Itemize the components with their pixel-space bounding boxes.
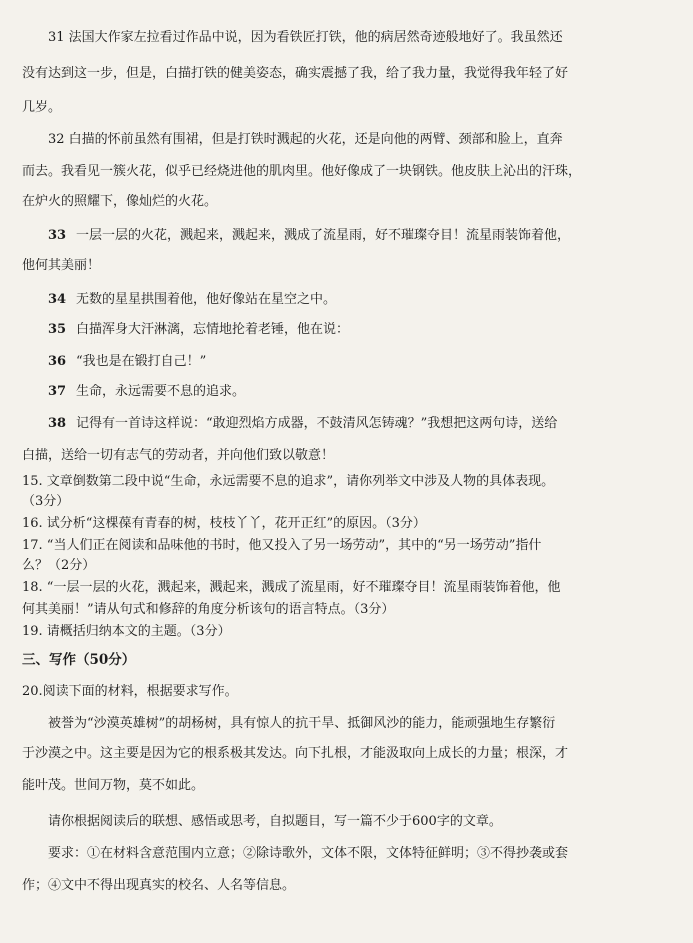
para-32-line-3: 在炉火的照耀下，像灿烂的火花。 — [22, 194, 218, 209]
question-19: 19. 请概括归纳本文的主题。（3分） — [22, 624, 231, 639]
material-line-3: 能叶茂。世间万物，莫不如此。 — [22, 778, 205, 793]
para-number: 38 — [48, 416, 67, 431]
question-15-line-2: （3分） — [22, 494, 70, 509]
question-15-line-1: 15. 文章倒数第二段中说“生命，永远需要不息的追求”，请你列举文中涉及人物的具体表现。 — [22, 474, 555, 489]
para-text: 无数的星星拱围着他，他好像站在星空之中。 — [76, 292, 337, 307]
question-18-line-2: 何其美丽！”请从句式和修辞的角度分析该句的语言特点。（3分） — [22, 602, 395, 617]
underlined-text: 他何其美丽！ — [22, 258, 101, 273]
question-20: 20.阅读下面的材料，根据要求写作。 — [22, 684, 238, 699]
para-33-line-2 — [22, 258, 675, 274]
material-line-2: 于沙漠之中。这主要是因为它的根系极其发达。向下扎根，才能汲取向上成长的力量；根深，才 — [22, 746, 569, 761]
para-38-line-2: 白描，送给一切有志气的劳动者，并向他们致以敬意！ — [22, 448, 335, 463]
para-35 — [48, 322, 675, 338]
para-number: 33 — [48, 228, 67, 243]
para-31-line-2: 没有达到这一步，但是，白描打铁的健美姿态，确实震撼了我，给了我力量，我觉得我年轻了好 — [22, 66, 569, 81]
para-32-line-2: 而去。我看见一簇火花，似乎已经烧进他的肌肉里。他好像成了一块钢铁。他皮肤上沁出的汗珠， — [22, 164, 582, 179]
question-18-line-1: 18. “一层一层的火花，溅起来，溅起来，溅成了流星雨，好不璀璨夺目！流星雨装饰着他，他 — [22, 580, 561, 595]
underlined-text: 生命，永远需要不息的追求。 — [76, 384, 246, 399]
para-number: 35 — [48, 322, 67, 337]
para-37 — [48, 384, 675, 400]
material-line-1: 被誉为“沙漠英雄树”的胡杨树，具有惊人的抗干旱、抵御风沙的能力，能顽强地生存繁衍 — [48, 716, 556, 731]
para-number: 34 — [48, 292, 67, 307]
requirements-line-1: 要求：①在材料含意范围内立意；②除诗歌外，文体不限，文体特征鲜明；③不得抄袭或套 — [48, 846, 569, 861]
para-number: 37 — [48, 384, 67, 399]
para-31-line-1: 31 法国大作家左拉看过作品中说，因为看铁匠打铁，他的病居然奇迹般地好了。我虽然还 — [48, 30, 563, 45]
para-36 — [48, 354, 675, 370]
requirements-line-2: 作；④文中不得出现真实的校名、人名等信息。 — [22, 878, 296, 893]
question-17-line-1: 17. “当人们正在阅读和品味他的书时，他又投入了另一场劳动”，其中的“另一场劳动”指什 — [22, 538, 542, 553]
para-32-line-1: 32 白描的怀前虽然有围裙，但是打铁时溅起的火花，还是向他的两臂、颈部和脸上，直奔 — [48, 132, 563, 147]
para-31-line-3: 几岁。 — [22, 100, 62, 115]
underlined-text: 一层一层的火花，溅起来，溅起来，溅成了流星雨，好不璀璨夺目！流星雨装饰着他， — [76, 228, 571, 243]
para-text: 记得有一首诗这样说：“敢迎烈焰方成器，不鼓清风怎铸魂？”我想把这两句诗，送给 — [76, 416, 558, 431]
para-text: 白描浑身大汗淋漓，忘情地抡着老锤，他在说： — [76, 322, 350, 337]
para-text: “我也是在锻打自己！” — [76, 354, 207, 369]
question-16: 16. 试分析“这棵葆有青春的树，枝枝丫丫，花开正红”的原因。（3分） — [22, 516, 426, 531]
para-33-line-1 — [48, 228, 675, 244]
para-34 — [48, 292, 675, 308]
writing-task: 请你根据阅读后的联想、感悟或思考，自拟题目，写一篇不少于600字的文章。 — [48, 814, 502, 829]
para-number: 36 — [48, 354, 67, 369]
para-38-line-1 — [48, 416, 675, 432]
question-17-line-2: 么？（2分） — [22, 558, 96, 573]
section-title-writing: 三、写作（50分） — [22, 652, 136, 668]
